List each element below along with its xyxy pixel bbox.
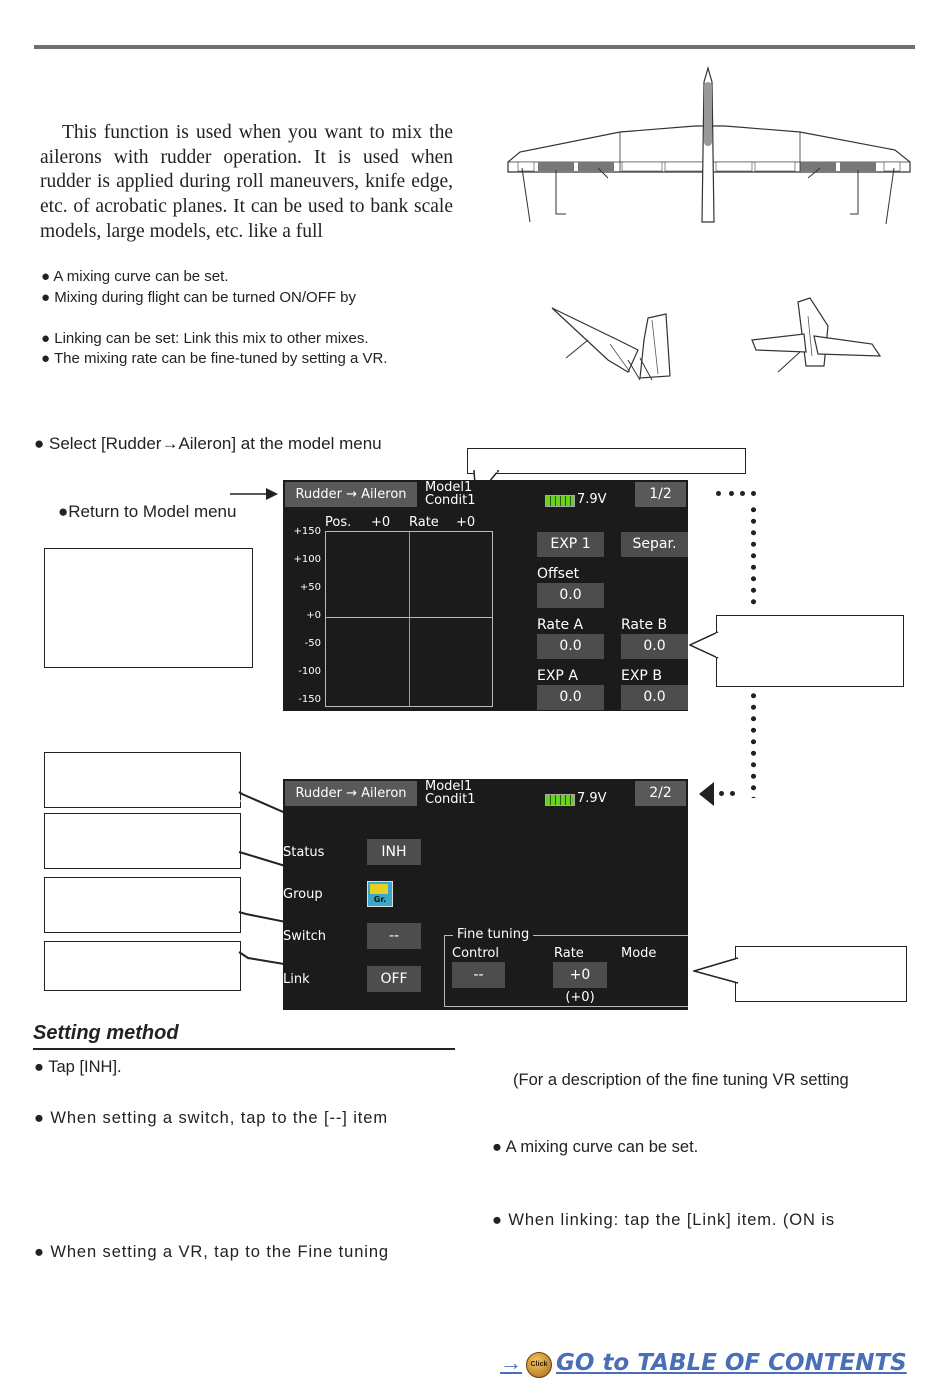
setting-method-rule — [33, 1048, 455, 1050]
exp-b-value[interactable]: 0.0 — [621, 685, 688, 710]
screen1-title-button[interactable]: Rudder → Aileron — [285, 482, 417, 507]
tail-diagram — [748, 296, 888, 378]
rate-a-value[interactable]: 0.0 — [537, 634, 604, 659]
setting-right-1: (For a description of the fine tuning VR setting — [513, 1071, 849, 1089]
setting-left-3: ● When setting a VR, tap to the Fine tuning — [34, 1243, 390, 1261]
exp-a-label: EXP A — [537, 668, 578, 684]
y-tick: -50 — [304, 638, 321, 649]
rate-b-value[interactable]: 0.0 — [621, 634, 688, 659]
toc-label[interactable]: GO to TABLE OF CONTENTS — [556, 1350, 907, 1376]
screen2-model: Model1 — [425, 779, 473, 794]
note-box-switch — [44, 877, 241, 933]
pos-value: +0 — [371, 515, 391, 530]
status-button[interactable]: INH — [367, 839, 421, 865]
battery-icon — [545, 495, 575, 507]
fine-tuning-callout — [735, 946, 907, 1002]
rate-callout — [716, 615, 904, 687]
screen1-page-button[interactable]: 1/2 — [635, 482, 686, 507]
y-tick: +100 — [293, 554, 321, 565]
return-instruction: ●Return to Model menu — [58, 502, 237, 521]
group-icon-label: Gr. — [373, 895, 387, 904]
note-box-group — [44, 813, 241, 869]
offset-value[interactable]: 0.0 — [537, 583, 604, 608]
ft-rate-button[interactable]: +0 — [553, 962, 607, 988]
toc-arrow-icon: → — [500, 1350, 522, 1375]
dotted-connector — [751, 504, 756, 608]
y-tick: +150 — [293, 526, 321, 537]
screen1-model: Model1 — [425, 480, 473, 495]
setting-right-3: ● When linking: tap the [Link] item. (ON is — [492, 1211, 836, 1229]
setting-left-2: ● When setting a switch, tap to the [--] item — [34, 1109, 389, 1127]
pos-label: Pos. — [325, 515, 352, 530]
fine-tuning-callout-pointer — [693, 955, 739, 987]
ft-rate-label: Rate — [554, 946, 584, 961]
note-box-1 — [44, 548, 253, 668]
screen2-condition: Condit1 — [425, 792, 476, 807]
screen2-page-button[interactable]: 2/2 — [635, 781, 686, 806]
click-badge-icon — [526, 1352, 552, 1378]
intro-bullet-3: ● Linking can be set: Link this mix to other mixes. — [41, 330, 369, 347]
group-icon[interactable] — [367, 881, 393, 907]
return-arrow — [230, 486, 280, 502]
select-instruction: ● Select [Rudder→Aileron] at the model menu — [34, 434, 382, 453]
setting-left-1: ● Tap [INH]. — [34, 1058, 122, 1076]
y-tick: -100 — [298, 666, 321, 677]
y-tick: -150 — [298, 694, 321, 705]
separ-button[interactable]: Separ. — [621, 532, 688, 557]
y-tick: +50 — [299, 582, 321, 593]
exp-a-value[interactable]: 0.0 — [537, 685, 604, 710]
page-arrow — [698, 781, 716, 807]
dotted-connector-lower — [751, 690, 756, 798]
switch-label: Switch — [283, 929, 326, 944]
intro-bullet-4: ● The mixing rate can be fine-tuned by setting a VR. — [41, 350, 388, 367]
fine-tuning-label: Fine tuning — [453, 927, 533, 942]
rate-callout-pointer — [689, 630, 719, 660]
click-badge-text: Click — [530, 1361, 548, 1368]
note-box-status — [44, 752, 241, 808]
link-label: Link — [283, 972, 310, 987]
exp-b-label: EXP B — [621, 668, 662, 684]
ft-rate-sub: (+0) — [565, 990, 595, 1005]
screen2-title-button[interactable]: Rudder → Aileron — [285, 781, 417, 806]
link-button[interactable]: OFF — [367, 966, 421, 992]
intro-paragraph: This function is used when you want to mix the ailerons with rudder operation. It is used when rudder is applied during roll maneuvers, knife edge, etc. of acrobatic planes. It can be used to bank scale models, large models, etc. like a full — [40, 122, 453, 242]
rate-value: +0 — [456, 515, 476, 530]
setting-method-heading: Setting method — [33, 1022, 179, 1044]
wing-diagram — [500, 62, 920, 232]
screen1-condition: Condit1 — [425, 493, 476, 508]
offset-label: Offset — [537, 566, 580, 582]
note-box-link — [44, 941, 241, 991]
status-label: Status — [283, 845, 325, 860]
graph-center-vertical-line — [409, 532, 410, 706]
rate-a-label: Rate A — [537, 617, 584, 633]
curve-graph[interactable] — [325, 531, 493, 707]
top-rule — [34, 45, 915, 49]
exp1-button[interactable]: EXP 1 — [537, 532, 604, 557]
graph-curve-line — [326, 617, 492, 618]
screen-1 — [283, 480, 688, 711]
screen-2 — [283, 779, 688, 1010]
intro-bullet-1: ● A mixing curve can be set. — [41, 268, 229, 285]
vtail-diagram — [548, 300, 678, 382]
y-tick: +0 — [306, 610, 321, 621]
switch-button[interactable]: -- — [367, 923, 421, 949]
battery-icon — [545, 794, 575, 806]
screen1-voltage: 7.9V — [577, 492, 607, 507]
group-label: Group — [283, 887, 323, 902]
rate-b-label: Rate B — [621, 617, 668, 633]
rate-label: Rate — [409, 515, 439, 530]
intro-bullet-2: ● Mixing during flight can be turned ON/OFF by — [41, 289, 357, 306]
mode-label: Mode — [621, 946, 657, 961]
setting-right-2: ● A mixing curve can be set. — [492, 1138, 699, 1156]
control-button[interactable]: -- — [452, 962, 505, 988]
screen2-voltage: 7.9V — [577, 791, 607, 806]
control-label: Control — [452, 946, 499, 961]
